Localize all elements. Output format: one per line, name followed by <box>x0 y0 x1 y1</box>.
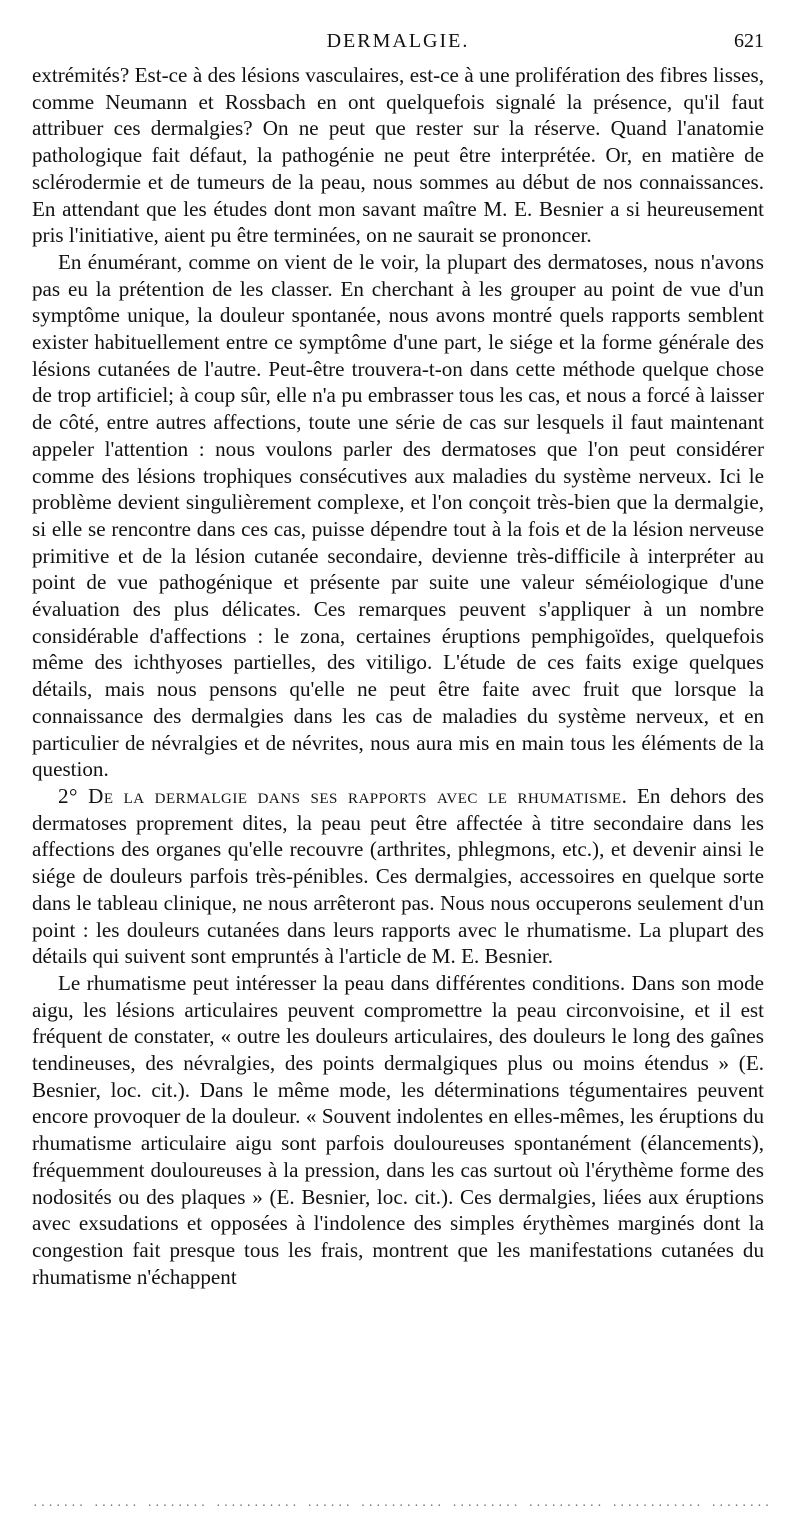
page-header <box>32 28 764 62</box>
footer-dotted-line: ....... ...... ........ ........... ...... ........... ......... .......... ............ ........ <box>32 1496 772 1509</box>
body-text <box>32 62 764 1290</box>
page-number: 621 <box>734 30 764 52</box>
paragraph-continued: extrémités? Est-ce à des lésions vasculaires, est-ce à une prolifération des fibres lisses, comme Neumann et Rossbach en ont quelquefois signalé la présence, qu'il faut attribuer ces dermalgies? On ne peut que rester sur la réserve. Quand l'anatomie pathologique fait défaut, la pathogénie ne peut être interprétée. Or, en matière de sclérodermie et de tumeurs de la peau, nous sommes au début de nos connaissances. En attendant que les études dont mon savant maître M. E. Besnier a si heureusement pris l'initiative, aient pu être terminées, on ne saurait se prononcer. <box>32 63 764 248</box>
section-text: En dehors des dermatoses proprement dites, la peau peut être affectée à titre secondaire dans les affections des organes qu'elle recouvre (arthrites, phlegmons, etc.), et devenir ainsi le siége de douleurs parfois très-pénibles. Ces dermalgies, accessoires en quelque sorte dans le tableau clinique, ne nous arrêteront pas. Nous nous occuperons seulement d'un point : les douleurs cutanées dans leurs rapports avec le rhumatisme. La plupart des détails qui suivent sont empruntés à l'article de M. E. Besnier. <box>32 783 764 969</box>
paragraph-rhumatisme-aigu: Le rhumatisme peut intéresser la peau dans différentes conditions. Dans son mode aigu, les lésions articulaires peuvent compromettre la peau circonvoisine, et il est fréquent de constater, « outre les douleurs articulaires, des douleurs le long des gaînes tendineuses, des névralgies, des points dermalgiques plus ou moins étendus » (E. Besnier, loc. cit.). Dans le même mode, les déterminations tégumentaires peuvent encore provoquer de la douleur. « Souvent indolentes en elles-mêmes, les éruptions du rhumatisme articulaire aigu sont parfois douloureuses spontanément (élancements), fréquemment douloureuses à la pression, dans les cas surtout où l'érythème forme des nodosités ou des plaques » (E. Besnier, loc. cit.). Ces dermalgies, liées aux éruptions avec exsudations et opposées à l'indolence des simples érythèmes marginés dont la congestion fait presque tous les frais, montrent que les manifestations cutanées du rhumatisme n'échappent <box>32 970 764 1289</box>
paragraph-rhumatisme-section <box>32 783 764 970</box>
section-heading: 2° De la dermalgie dans ses rapports avec le rhumatisme. <box>58 783 628 808</box>
paragraph-enumeration: En énumérant, comme on vient de le voir, la plupart des dermatoses, nous n'avons pas eu la prétention de les classer. En cherchant à les grouper au point de vue d'un symptôme unique, la douleur spontanée, nous avons montré quels rapports semblent exister habituellement entre ce symptôme d'une part, le siége et la forme générale des lésions cutanées de l'autre. Peut-être trouvera-t-on dans cette méthode quelque chose de trop artificiel; à coup sûr, elle n'a pu embrasser tous les cas, et nous a forcé à laisser de côté, entre autres affections, toute une série de cas sur lesquels il faut maintenant appeler l'attention : nous voulons parler des dermatoses que l'on peut considérer comme des lésions trophiques consécutives aux maladies du système nerveux. Ici le problème devient singulièrement complexe, et l'on conçoit très-bien que la dermalgie, si elle se rencontre dans ces cas, puisse dépendre tout à la fois et de la lésion nerveuse primitive et de la lésion cutanée secondaire, devienne très-difficile à interpréter au point de vue pathogénique et présente par suite une valeur séméiologique d'une évaluation des plus délicates. Ces remarques peuvent s'appliquer à un nombre considérable d'affections : le zona, certaines éruptions pemphigoïdes, quelquefois même des ichthyoses partielles, des vitiligo. L'étude de ces faits exige quelques détails, mais nous pensons qu'elle ne peut être faite avec fruit que lorsque la connaissance des dermalgies dans les cas de maladies du système nerveux, et en particulier de névralgies et de névrites, nous aura mis en main tous les éléments de la question. <box>32 249 764 782</box>
running-title: DERMALGIE. <box>326 30 470 52</box>
